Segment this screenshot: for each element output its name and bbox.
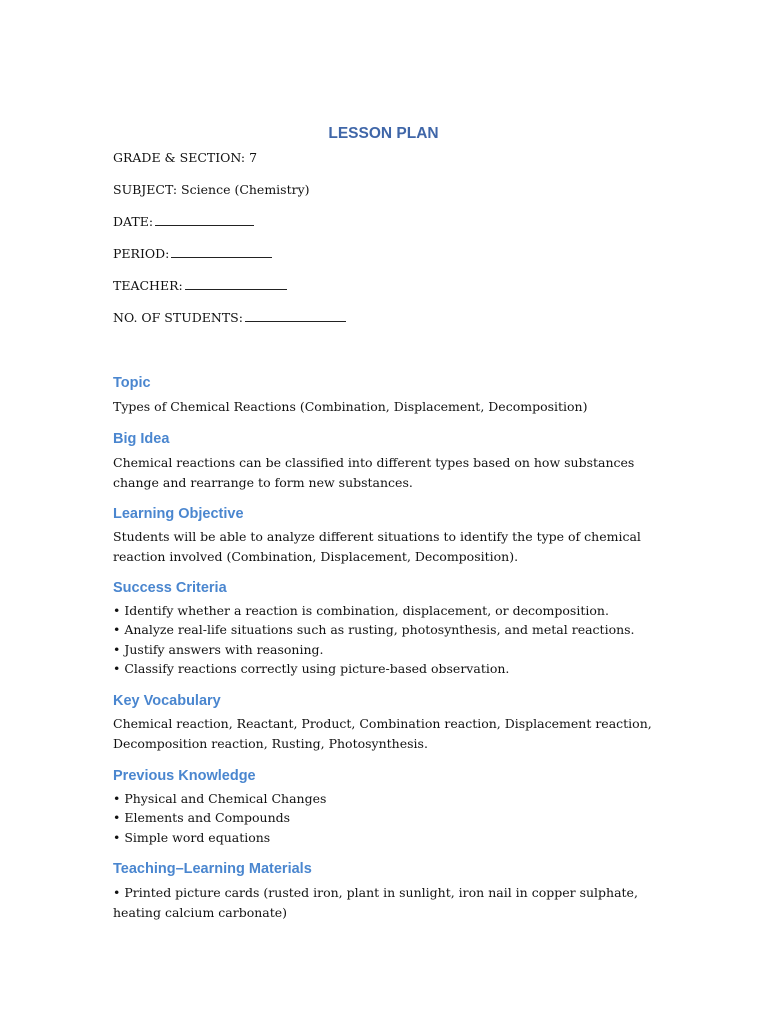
- success-criteria-heading: Success Criteria: [113, 580, 227, 596]
- list-item: • Elements and Compounds: [113, 810, 291, 826]
- learning-objective-heading: Learning Objective: [113, 506, 244, 522]
- success-criteria-list: [113, 601, 658, 678]
- key-vocabulary-text: Chemical reaction, Reactant, Product, Combination reaction, Displacement reaction, Decomposition reaction, Rusting, Photosynthesis.: [113, 716, 652, 751]
- teacher-line: [113, 277, 287, 295]
- materials-text: • Printed picture cards (rusted iron, plant in sunlight, iron nail in copper sulphate, heating calcium carbonate): [113, 885, 638, 920]
- list-item: • Identify whether a reaction is combination, displacement, or decomposition.: [113, 603, 609, 618]
- date-line: [113, 213, 254, 231]
- period-line: [113, 245, 272, 263]
- teacher-blank: [185, 277, 287, 290]
- list-item: • Justify answers with reasoning.: [113, 641, 324, 657]
- topic-text: Types of Chemical Reactions (Combination, Displacement, Decomposition): [113, 399, 588, 414]
- students-label: NO. OF STUDENTS:: [113, 310, 243, 325]
- students-line: [113, 309, 346, 327]
- big-idea-heading: Big Idea: [113, 431, 170, 447]
- students-blank: [245, 309, 346, 322]
- previous-knowledge-list: [113, 789, 658, 847]
- list-item: • Simple word equations: [113, 829, 271, 845]
- page-title: LESSON PLAN: [328, 125, 439, 142]
- subject-text: SUBJECT: Science (Chemistry): [113, 182, 310, 197]
- list-item: • Analyze real-life situations such as rusting, photosynthesis, and metal reactions.: [113, 622, 635, 638]
- teacher-label: TEACHER:: [113, 278, 183, 293]
- grade-section-line: [113, 149, 257, 167]
- list-item: • Physical and Chemical Changes: [113, 791, 327, 806]
- previous-knowledge-heading: Previous Knowledge: [113, 768, 256, 784]
- list-item: • Classify reactions correctly using picture-based observation.: [113, 660, 510, 676]
- grade-section-text: GRADE & SECTION: 7: [113, 150, 258, 165]
- key-vocabulary-heading: Key Vocabulary: [113, 693, 221, 709]
- date-blank: [155, 213, 254, 226]
- subject-line: [113, 181, 310, 199]
- document-page: [113, 0, 673, 1024]
- date-label: DATE:: [113, 214, 154, 229]
- learning-objective-text: Students will be able to analyze different situations to identify the type of chemical reaction involved (Combination, Displacement, Decomposition).: [113, 529, 641, 564]
- period-blank: [171, 245, 272, 258]
- materials-heading: Teaching–Learning Materials: [113, 861, 312, 877]
- period-label: PERIOD:: [113, 246, 170, 261]
- big-idea-text: Chemical reactions can be classified into different types based on how substances change and rearrange to form new substances.: [113, 455, 635, 490]
- topic-heading: Topic: [113, 375, 151, 391]
